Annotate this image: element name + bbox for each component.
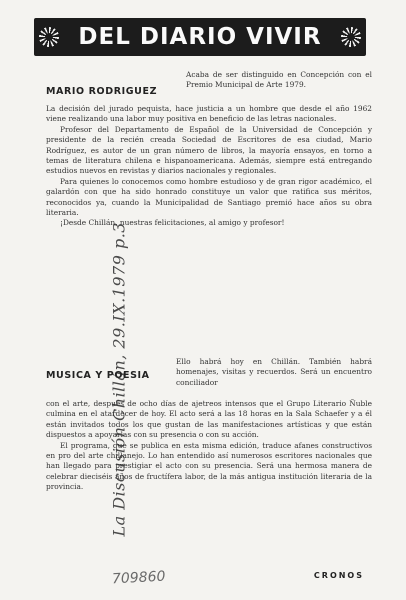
column-banner bbox=[34, 18, 366, 56]
article1-para3: Para quienes lo conocemos como hombre estudioso y de gran rigor académico, el galardón con que ha sido honrado constituye un valor que ratifica sus méritos, reconocidos ya, cuando la Municipalidad de Santiago premió hace años su obra literaria. bbox=[46, 176, 372, 218]
article1-heading: MARIO RODRIGUEZ bbox=[46, 86, 158, 97]
article1-para2: Profesor del Departamento de Español de la Universidad de Concepción y presidente de la recién creada Sociedad de Escritores de esa ciudad, Mario Rodríguez, es autor de un gran número de libros, la mayoría ensayos, en torno a temas de literatura chilena e hispanoamericana. Además, siempre está entregando estudios nuevos en revistas y diarios nacionales y regionales. bbox=[46, 124, 372, 176]
flower-ornament-icon bbox=[39, 27, 59, 47]
handwritten-source-note: La Discusión Chillán, 29.IX.1979 p.3 bbox=[109, 222, 129, 537]
flower-ornament-icon bbox=[341, 27, 361, 47]
article1-body bbox=[46, 104, 372, 229]
article2-intro bbox=[176, 357, 372, 388]
author-signature: CRONOS bbox=[313, 571, 364, 580]
article2-heading: MUSICA Y POESIA bbox=[46, 370, 150, 381]
article1-para4: ¡Desde Chillán, nuestras felicitaciones, al amigo y profesor! bbox=[60, 218, 285, 228]
article2-para2: El programa, que se publica en esta misma edición, traduce afanes constructivos en pro del arte chillanejo. Lo han entendido así numerosos escritores nacionales que han llegado para prestigiar el acto con su presencia. Será una hermosa manera de celebrar dieciséis años de fructífera labor, de la más antigua institución literaria de la provincia. bbox=[46, 440, 372, 492]
article2-para1b: con el arte, después de ocho días de ajetreos intensos que el Grupo Literario Ñuble culmina en el atardecer de hoy. El acto será a las 18 horas en la Sala Schaefer y a él están invitados todos los que gustan de las manifestaciones artísticas y que están dispuestos a apoyarlas con su presencia o con su acción. bbox=[46, 399, 372, 440]
article1-para1a: Acaba de ser distinguido en Concepción con el Premio Municipal de Arte 1979. bbox=[186, 70, 372, 90]
article2-body bbox=[46, 399, 372, 493]
article1-intro bbox=[186, 70, 372, 91]
article2-para1a: Ello habrá hoy en Chillán. También habrá homenajes, visitas y recuerdos. Será un encuentro conciliador bbox=[176, 357, 372, 387]
handwritten-archive-number: 709860 bbox=[111, 568, 166, 588]
banner-title: DEL DIARIO VIVIR bbox=[78, 24, 322, 50]
article1-para1b: La decisión del jurado pequista, hace justicia a un hombre que desde el año 1962 viene realizando una labor muy positiva en beneficio de las letras nacionales. bbox=[46, 104, 372, 124]
